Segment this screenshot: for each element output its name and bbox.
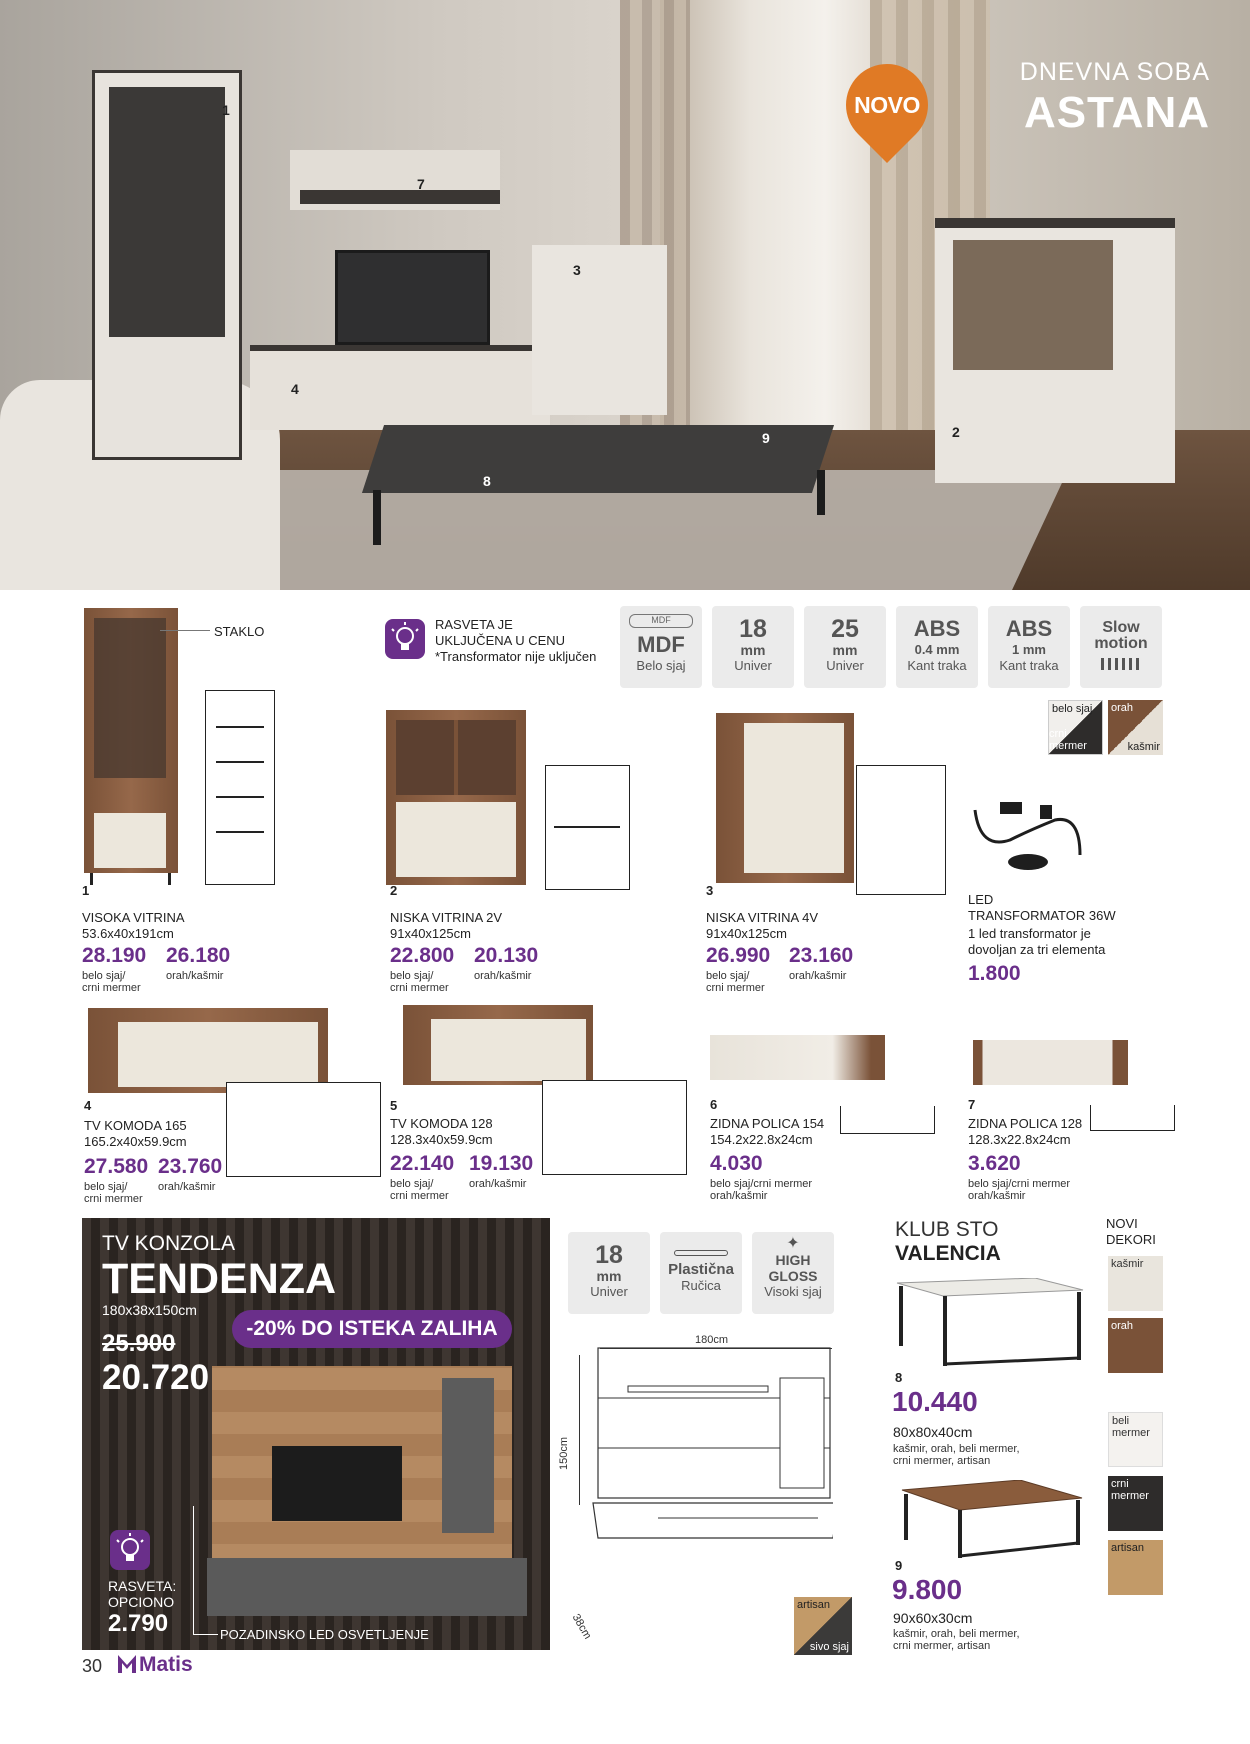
feature-label: Visoki sjaj	[764, 1284, 822, 1299]
klub-price: 10.440	[892, 1386, 978, 1417]
decor-swatch-belo	[1048, 700, 1103, 755]
price-note: belo sjaj/	[82, 970, 126, 982]
product-number: 2	[390, 883, 398, 898]
feature-25mm	[804, 606, 886, 688]
product-image-tv-komoda-128	[403, 1005, 593, 1085]
price-orah: 20.130	[474, 944, 539, 967]
product-number: 7	[968, 1097, 976, 1112]
discount-banner: -20% DO ISTEKA ZALIHA	[232, 1310, 512, 1348]
feature-18mm	[568, 1232, 650, 1314]
price-note: crni mermer	[84, 1193, 143, 1205]
klub-note: kašmir, orah, beli mermer,	[893, 1443, 1020, 1455]
product-image-tv-komoda-165	[88, 1008, 328, 1093]
product-line-drawing	[542, 1080, 687, 1175]
feature-18mm	[712, 606, 794, 688]
product-image-zidna-polica-128	[973, 1040, 1128, 1085]
klub-table-image	[900, 1480, 1085, 1560]
feature-label: Univer	[826, 658, 864, 673]
feature-unit: 0.4 mm	[914, 642, 960, 657]
feature-big: 18	[739, 615, 767, 643]
klub-note: kašmir, orah, beli mermer,	[893, 1628, 1020, 1640]
feature-label: Belo sjaj	[636, 658, 686, 673]
product-number: 1	[82, 883, 90, 898]
product-image-niska-2v	[386, 710, 526, 885]
dimension-height: 150cm	[558, 1436, 570, 1470]
product-dims: 91x40x125cm	[390, 926, 471, 941]
price-orah: 19.130	[469, 1152, 534, 1175]
feature-handle	[660, 1232, 742, 1314]
slow-motion-icon	[1101, 658, 1141, 670]
feature-unit: GLOSS	[768, 1268, 818, 1284]
feature-slow-motion	[1080, 606, 1162, 688]
feature-unit: motion	[1094, 635, 1148, 652]
klub-price: 9.800	[892, 1574, 963, 1605]
product-name: ZIDNA POLICA 154	[710, 1116, 825, 1131]
feature-big: MDF	[637, 632, 685, 657]
feature-big: 25	[831, 615, 859, 643]
product-number: 4	[84, 1098, 92, 1113]
feature-big: 18	[595, 1241, 623, 1269]
feature-unit: mm	[832, 642, 858, 658]
lighting-label: RASVETA:	[108, 1578, 177, 1594]
klub-note: crni mermer, artisan	[893, 1640, 991, 1652]
price-note: crni mermer	[82, 982, 141, 994]
feature-unit: 1 mm	[1012, 642, 1046, 657]
handle-icon	[674, 1250, 728, 1256]
feature-big: Plastična	[668, 1261, 734, 1278]
price-note: belo sjaj/crni mermer	[968, 1178, 1071, 1190]
feature-mdf	[620, 606, 702, 688]
led-note: POZADINSKO LED OSVETLJENJE	[220, 1627, 429, 1642]
feature-label: Univer	[734, 658, 772, 673]
swatch-label: kašmir	[1127, 741, 1160, 753]
hero-number: 8	[483, 473, 491, 489]
klub-note: crni mermer, artisan	[893, 1455, 991, 1467]
product-number: 6	[710, 1097, 718, 1112]
decor-swatch-orah	[1108, 700, 1163, 755]
leg	[90, 873, 93, 885]
staklo-pointer	[160, 630, 210, 631]
staklo-label: STAKLO	[214, 624, 265, 639]
feature-big: ABS	[1005, 616, 1053, 641]
novi-dekori-title: DEKORI	[1106, 1232, 1156, 1247]
product-line-drawing	[1090, 1105, 1175, 1131]
feature-label: Univer	[590, 1284, 628, 1299]
tendenza-line-drawing	[588, 1338, 833, 1593]
product-line-drawing	[840, 1106, 935, 1134]
swatch-label: sivo sjaj	[809, 1641, 849, 1653]
product-name: VISOKA VITRINA	[82, 910, 185, 925]
feature-big: Slow	[1102, 619, 1140, 636]
wall-shelf	[300, 190, 500, 204]
price-belo: 28.190	[82, 944, 147, 967]
led-name: TRANSFORMATOR 36W	[968, 908, 1116, 923]
cabinet	[532, 245, 667, 415]
led-desc: 1 led transformator je	[968, 926, 1091, 941]
product-dims: 53.6x40x191cm	[82, 926, 174, 941]
swatch-label: orah	[1111, 702, 1134, 714]
matis-logo-icon	[118, 1655, 136, 1673]
dimension-line	[600, 1348, 832, 1349]
hero-number: 4	[291, 381, 299, 397]
dekor-swatch-orah: orah	[1108, 1318, 1163, 1373]
product-dims: 165.2x40x59.9cm	[84, 1134, 187, 1149]
page-number: 30	[82, 1656, 103, 1676]
price-note: orah/kašmir	[474, 970, 532, 982]
feature-label: Kant traka	[907, 658, 967, 673]
product-line-drawing	[856, 765, 946, 895]
old-price: 25.900	[102, 1330, 176, 1357]
hero-number: 1	[222, 102, 230, 118]
lightbulb-icon	[110, 1530, 150, 1570]
dekor-swatch-kasmir: kašmir	[1108, 1256, 1163, 1311]
price-note: belo sjaj/	[390, 970, 434, 982]
feature-abs-04	[896, 606, 978, 688]
feature-unit: mm	[596, 1268, 622, 1284]
hero-number: 3	[573, 262, 581, 278]
product-image-vitrina	[84, 608, 178, 873]
lighting-line2: UKLJUČENA U CENU	[435, 633, 566, 648]
klub-dims: 80x80x40cm	[893, 1424, 973, 1440]
price-belo: 22.800	[390, 944, 455, 967]
klub-table-image	[895, 1278, 1085, 1368]
led-pointer	[193, 1634, 218, 1635]
price-orah: 23.760	[158, 1155, 223, 1178]
lighting-label: OPCIONO	[108, 1594, 175, 1610]
table-leg	[817, 470, 825, 515]
led-pointer	[193, 1506, 194, 1634]
price-note: orah/kašmir	[469, 1178, 527, 1190]
feature-high-gloss	[752, 1232, 834, 1314]
klub-title: KLUB STO	[895, 1218, 999, 1241]
tendenza-title: TENDENZA	[102, 1255, 337, 1303]
price: 3.620	[968, 1152, 1021, 1175]
product-number: 8	[895, 1370, 903, 1385]
product-dims: 91x40x125cm	[706, 926, 787, 941]
price-note: crni mermer	[390, 982, 449, 994]
price-note: crni mermer	[390, 1190, 449, 1202]
feature-big: HIGH	[775, 1252, 811, 1268]
product-image-niska-4v	[716, 713, 854, 883]
dimension-width: 180cm	[695, 1334, 729, 1346]
dekor-swatch-crni-mermer: crni mermer	[1108, 1476, 1163, 1531]
hero-number: 7	[417, 176, 425, 192]
product-dims: 154.2x22.8x24cm	[710, 1132, 813, 1147]
product-number: 5	[390, 1098, 398, 1113]
price-note: orah/kašmir	[166, 970, 224, 982]
feature-label: Ručica	[681, 1278, 721, 1293]
price-note: belo sjaj/crni mermer	[710, 1178, 813, 1190]
feature-label: Kant traka	[999, 658, 1059, 673]
led-name: LED	[968, 892, 994, 907]
low-cabinet	[207, 1558, 527, 1616]
product-name: TV KOMODA 128	[390, 1116, 493, 1131]
tall-vitrine	[92, 70, 242, 460]
price-note: belo sjaj/	[84, 1181, 128, 1193]
low-vitrine	[935, 218, 1175, 483]
led-transformer-image	[970, 800, 1085, 875]
dekor-swatch-artisan: artisan	[1108, 1540, 1163, 1595]
swatch-artisan	[794, 1597, 852, 1655]
television	[272, 1446, 402, 1521]
product-line-drawing	[205, 690, 275, 885]
novo-badge: NOVO	[854, 92, 920, 118]
tendenza-pretitle: TV KONZOLA	[102, 1232, 236, 1255]
swatch-label: crni mermer	[1049, 728, 1087, 752]
price-note: belo sjaj/	[706, 970, 750, 982]
dekor-swatch-beli-mermer: beli mermer	[1108, 1412, 1163, 1467]
klub-subtitle: VALENCIA	[895, 1242, 1001, 1265]
dimension-depth: 38cm	[569, 1612, 594, 1642]
led-desc: dovoljan za tri elementa	[968, 942, 1106, 957]
hero-title: ASTANA	[1023, 88, 1210, 137]
brand-name: Matis	[139, 1653, 193, 1676]
price-belo: 27.580	[84, 1155, 149, 1178]
product-line-drawing	[545, 765, 630, 890]
price-note: orah/kašmir	[710, 1190, 768, 1202]
lighting-line3: *Transformator nije uključen	[435, 649, 597, 664]
price-note: orah/kašmir	[158, 1181, 216, 1193]
hero-number: 9	[762, 430, 770, 446]
tall-cabinet	[442, 1378, 494, 1533]
product-dims: 128.3x40x59.9cm	[390, 1132, 493, 1147]
price-belo: 22.140	[390, 1152, 455, 1175]
television	[335, 250, 490, 345]
product-name: NISKA VITRINA 2V	[390, 910, 502, 925]
table-leg	[373, 490, 381, 545]
lighting-line1: RASVETA JE	[435, 617, 513, 632]
swatch-label: belo sjaj	[1052, 703, 1093, 715]
leg	[168, 873, 171, 885]
klub-dims: 90x60x30cm	[893, 1610, 973, 1626]
tendenza-dims: 180x38x150cm	[102, 1302, 197, 1318]
led-price: 1.800	[968, 962, 1021, 985]
price-note: orah/kašmir	[968, 1190, 1026, 1202]
dimension-line	[579, 1355, 580, 1505]
hero-subtitle: DNEVNA SOBA	[1019, 58, 1210, 86]
novi-dekori-title: NOVI	[1106, 1216, 1138, 1231]
product-name: TV KOMODA 165	[84, 1118, 187, 1133]
feature-big: ABS	[913, 616, 961, 641]
product-image-zidna-polica-154	[710, 1035, 885, 1080]
product-name: ZIDNA POLICA 128	[968, 1116, 1083, 1131]
product-dims: 128.3x22.8x24cm	[968, 1132, 1071, 1147]
product-number: 9	[895, 1558, 903, 1573]
price-orah: 23.160	[789, 944, 854, 967]
product-line-drawing	[226, 1082, 381, 1177]
feature-abs-1	[988, 606, 1070, 688]
mdf-tag: MDF	[629, 614, 693, 628]
sparkle-icon: ✦	[786, 1235, 800, 1252]
price-orah: 26.180	[166, 944, 231, 967]
feature-unit: mm	[740, 642, 766, 658]
price-note: orah/kašmir	[789, 970, 847, 982]
hero-number: 2	[952, 424, 960, 440]
price: 4.030	[710, 1152, 763, 1175]
product-name: NISKA VITRINA 4V	[706, 910, 818, 925]
lightbulb-icon	[385, 619, 425, 659]
lighting-price: 2.790	[108, 1610, 169, 1637]
product-number: 3	[706, 883, 714, 898]
swatch-label: artisan	[797, 1599, 831, 1611]
price-note: belo sjaj/	[390, 1178, 434, 1190]
new-price: 20.720	[102, 1358, 210, 1397]
price-belo: 26.990	[706, 944, 771, 967]
price-note: crni mermer	[706, 982, 765, 994]
